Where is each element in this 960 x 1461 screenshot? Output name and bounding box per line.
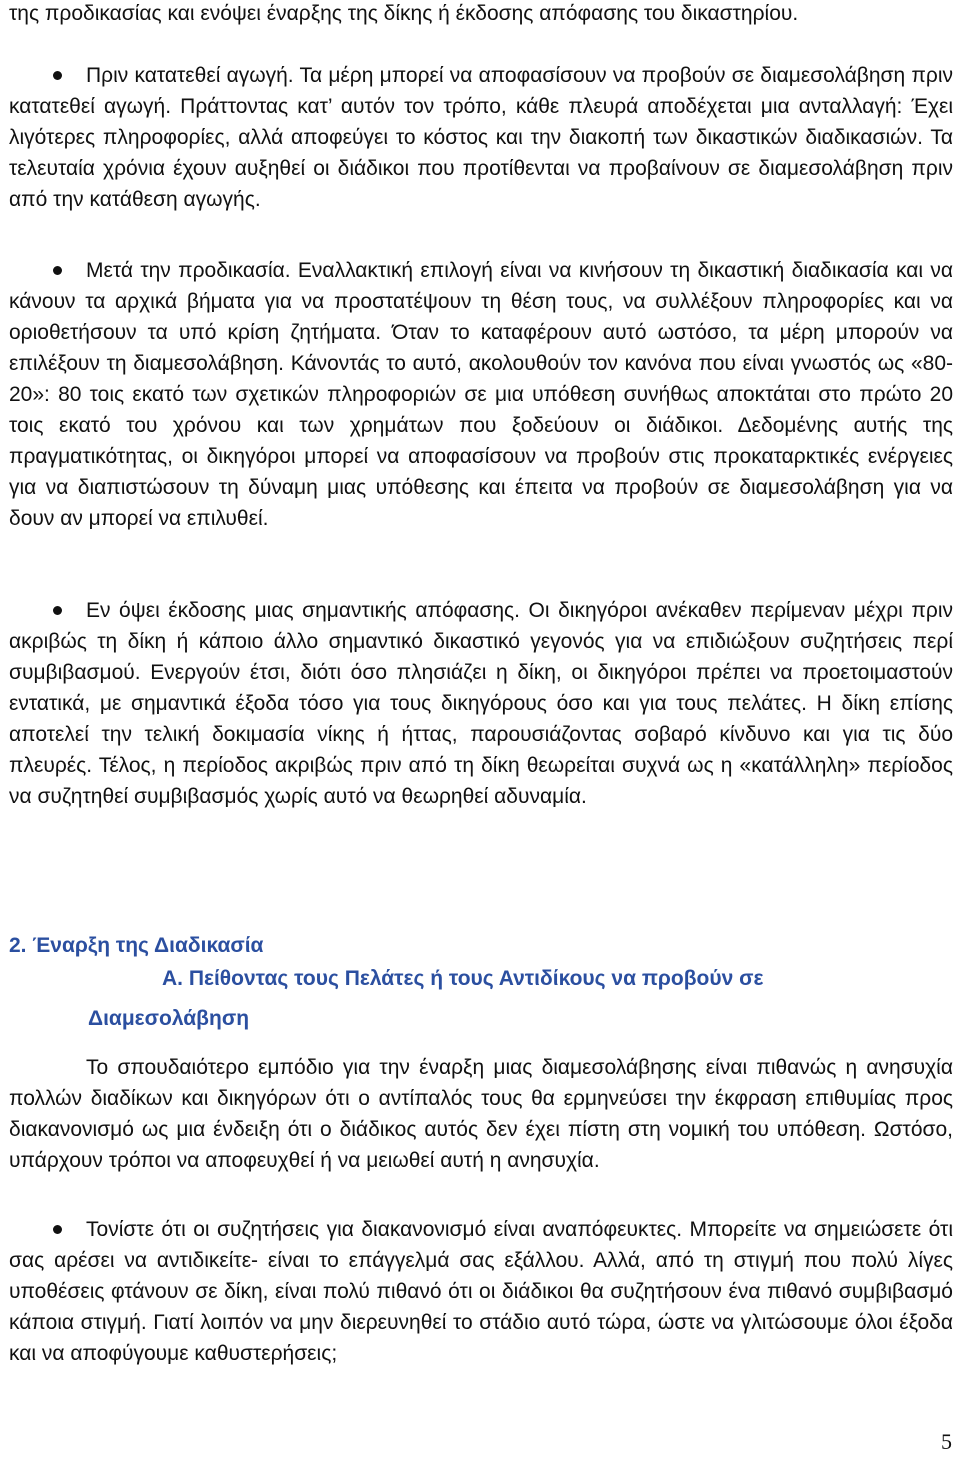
bullet-text [9,595,953,812]
page-number: 5 [941,1429,952,1454]
bullet-icon [53,71,62,80]
continuation-paragraph [9,0,953,29]
bullet-body: Εναλλακτική επιλογή είναι να κινήσουν τη δικαστική διαδικασία και να κάνουν τα αρχικά βήματα για να προστατέψουν τη θέση τους, να συλλέξουν πληροφορίες και να οριοθετήσουν τα υπό κρίση ζητήματα. Όταν το καταφέρουν αυτό ωστόσο, τα μέρη μπορούν να επιλέξουν τη διαμεσολάβηση. Κάνοντάς το αυτό, ακολουθούν τον κανόνα που είναι γνωστός ως «80-20»: 80 τοις εκατό των σχετικών πληροφοριών σε μια υπόθεση συνήθως αποκτάται στο πρώτο 20 τοις εκατό του χρόνου και των χρημάτων που ξοδεύουν οι διάδικοι. Δεδομένης αυτής της πραγματικότητας, οι δικηγόροι μπορεί να αποφασίσουν να προβούν στις προκαταρκτικές ενέργειες για να διαπιστώσουν τη δύναμη μιας υπόθεσης και έπειτα να προβούν σε διαμεσολάβηση για να δουν αν μπορεί να επιλυθεί. [9,259,954,530]
bullet-text [9,60,953,215]
bullet-item-inevitable-settlement [9,1214,953,1369]
bullet-icon [53,266,62,275]
bullet-item-before-filing [9,60,953,215]
bullet-icon [53,1225,62,1234]
bullet-text [9,255,953,534]
continuation-text: της προδικασίας και ενόψει έναρξης της δίκης ή έκδοσης απόφασης του δικαστηρίου. [9,2,799,25]
intro-paragraph-text: Το σπουδαιότερο εμπόδιο για την έναρξη μιας διαμεσολάβησης είναι πιθανώς η ανησυχία πολλών διαδίκων και δικηγόρων ότι ο αντίπαλός τους θα ερμηνεύσει την έκφραση επιθυμίας προς διακανονισμό ως μια ένδειξη ότι ο διάδικος αυτός δεν έχει πίστη στη νομική του υπόθεση. Ωστόσο, υπάρχουν τρόποι να αποφευχθεί ή να μειωθεί αυτή η ανησυχία. [9,1056,953,1172]
subsection-heading-line2: Διαμεσολάβηση [88,1007,250,1030]
bullet-body: Οι δικηγόροι ανέκαθεν περίμεναν μέχρι πριν ακριβώς τη δίκη ή κάποιο άλλο σημαντικό δικαστικό γεγονός για να επιδιώξουν συζητήσεις περί συμβιβασμού. Ενεργούν έτσι, διότι όσο πλησιάζει η δίκη, οι δικηγόροι πρέπει να προετοιμαστούν εντατικά, με σημαντικά έξοδα τόσο για τους δικηγόρους όσο και για τους πελάτες. Η δίκη επίσης αποτελεί την τελική δοκιμασία νίκης ή ήττας, παρουσιάζοντας σοβαρό κίνδυνο και για τις δύο πλευρές. Τέλος, η περίοδος ακριβώς πριν από τη δίκη θεωρείται συχνά ως η «κατάλληλη» περίοδος να συζητηθεί συμβιβασμός χωρίς αυτό να θεωρηθεί αδυναμία. [9,599,953,808]
bullet-body: Τα μέρη μπορεί να αποφασίσουν να προβούν σε διαμεσολάβηση πριν κατατεθεί αγωγή. Πράττοντας κατ’ αυτόν τον τρόπο, κάθε πλευρά αποδέχεται μια ανταλλαγή: Έχει λιγότερες πληροφορίες, αλλά αποφεύγει το κόστος και την διακοπή των δικαστικών διαδικασιών. Τα τελευταία χρόνια έχουν αυξηθεί οι διάδικοι που προτίθενται να προβαίνουν σε διαμεσολάβηση πριν από την κατάθεση αγωγής. [9,64,953,211]
subsection-heading-line1: Α. Πείθοντας τους Πελάτες ή τους Αντιδίκους να προβούν σε [162,967,764,990]
subsection-heading [9,962,953,1036]
bullet-lead: Εν όψει έκδοσης μιας σημαντικής απόφασης. [86,599,520,622]
bullet-item-before-decision [9,595,953,812]
bullet-icon [53,606,62,615]
intro-paragraph [9,1052,953,1176]
section-heading: 2. Έναρξη της Διαδικασία [9,934,264,957]
bullet-lead: Πριν κατατεθεί αγωγή. [86,64,294,87]
bullet-lead: Μετά την προδικασία. [86,259,291,282]
bullet-text: Τονίστε ότι οι συζητήσεις για διακανονισμό είναι αναπόφευκτες. Μπορείτε να σημειώσετε ότι σας αρέσει να αντιδικείτε- είναι το επάγγελμά σας εξάλλου. Αλλά, από τη στιγμή που πολύ λίγες υποθέσεις φτάνουν σε δίκη, είναι πολύ πιθανό ότι οι διάδικοι θα συζητήσουν ένα πιθανό συμβιβασμό κάποια στιγμή. Γιατί λοιπόν να μην διερευνηθεί το στάδιο αυτό τώρα, ώστε να γλιτώσουμε όλοι έξοδα και να αποφύγουμε καθυστερήσεις; [9,1218,953,1365]
bullet-item-after-pretrial [9,255,953,534]
